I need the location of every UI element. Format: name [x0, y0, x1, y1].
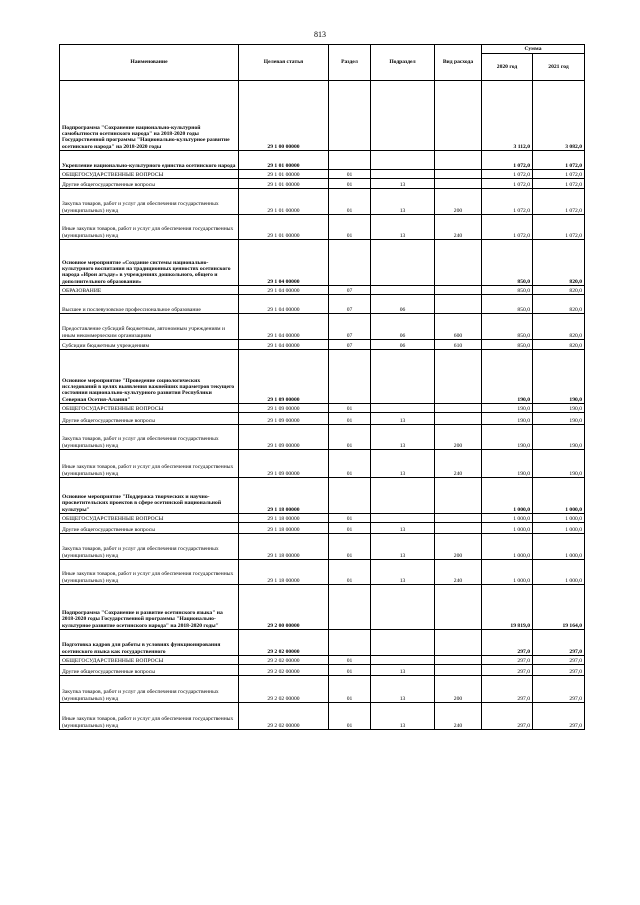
cell-sum-2020: 297,0 [482, 656, 533, 665]
cell-section: 01 [329, 560, 371, 585]
header-year-2020: 2020 год [482, 54, 533, 81]
cell-section: 01 [329, 413, 371, 425]
cell-section: 01 [329, 534, 371, 560]
cell-name: ОБЩЕГОСУДАРСТВЕННЫЕ ВОПРОСЫ [60, 170, 239, 179]
cell-sum-2020: 297,0 [482, 703, 533, 730]
cell-sum-2020: 190,0 [482, 404, 533, 413]
cell-expense-type [435, 170, 482, 179]
cell-target-article: 29 2 02 00000 [239, 630, 329, 656]
cell-name: Основное мероприятие "Поддержка творческих и научно-просветительских проектов в сфере осетинской национальной культуры" [60, 478, 239, 514]
cell-expense-type [435, 630, 482, 656]
cell-target-article: 29 2 02 00000 [239, 665, 329, 676]
cell-expense-type [435, 350, 482, 404]
cell-sum-2020: 1 000,0 [482, 534, 533, 560]
cell-name: Другие общегосударственные вопросы [60, 523, 239, 534]
cell-section: 01 [329, 170, 371, 179]
cell-name: Подпрограмма "Сохранение национально-культурной самобытности осетинского народа" на 2018-2020 годы Государственной программы "Национально-культурное развитие осетинского народа" на 2018-2020 годы [60, 81, 239, 151]
table-row [60, 295, 585, 314]
cell-expense-type: 240 [435, 215, 482, 240]
cell-sum-2021: 820,0 [533, 314, 585, 340]
table-row [60, 81, 585, 151]
cell-target-article: 29 1 09 00000 [239, 450, 329, 478]
table-row [60, 189, 585, 215]
cell-sum-2021: 820,0 [533, 240, 585, 286]
cell-sum-2020: 1 072,0 [482, 215, 533, 240]
cell-sum-2021: 297,0 [533, 703, 585, 730]
table-row [60, 151, 585, 170]
cell-target-article: 29 1 18 00000 [239, 534, 329, 560]
cell-section: 01 [329, 523, 371, 534]
cell-section [329, 81, 371, 151]
cell-section: 01 [329, 656, 371, 665]
table-row [60, 425, 585, 450]
cell-section: 01 [329, 665, 371, 676]
cell-expense-type [435, 656, 482, 665]
cell-subsection: 13 [371, 676, 435, 703]
cell-sum-2021: 1 000,0 [533, 514, 585, 523]
cell-expense-type [435, 240, 482, 286]
cell-sum-2021: 3 082,0 [533, 81, 585, 151]
cell-sum-2021: 1 072,0 [533, 189, 585, 215]
cell-section: 01 [329, 450, 371, 478]
cell-section: 07 [329, 286, 371, 295]
cell-section: 01 [329, 676, 371, 703]
cell-sum-2021: 190,0 [533, 404, 585, 413]
cell-target-article: 29 1 04 00000 [239, 286, 329, 295]
cell-section: 07 [329, 340, 371, 350]
cell-section [329, 585, 371, 630]
cell-sum-2020: 1 000,0 [482, 523, 533, 534]
cell-target-article: 29 1 01 00000 [239, 215, 329, 240]
cell-subsection [371, 585, 435, 630]
cell-sum-2021: 190,0 [533, 350, 585, 404]
cell-subsection [371, 656, 435, 665]
cell-subsection: 06 [371, 340, 435, 350]
cell-subsection: 13 [371, 523, 435, 534]
table-row [60, 286, 585, 295]
cell-section: 01 [329, 703, 371, 730]
cell-subsection: 13 [371, 215, 435, 240]
cell-sum-2020: 190,0 [482, 350, 533, 404]
cell-subsection [371, 240, 435, 286]
cell-expense-type: 610 [435, 340, 482, 350]
cell-expense-type [435, 413, 482, 425]
cell-sum-2021: 297,0 [533, 630, 585, 656]
cell-subsection [371, 151, 435, 170]
header-subsection: Подраздел [371, 45, 435, 81]
cell-expense-type [435, 286, 482, 295]
cell-expense-type [435, 81, 482, 151]
cell-sum-2021: 19 164,0 [533, 585, 585, 630]
cell-target-article: 29 1 04 00000 [239, 240, 329, 286]
cell-section [329, 240, 371, 286]
cell-sum-2020: 190,0 [482, 450, 533, 478]
cell-sum-2021: 190,0 [533, 450, 585, 478]
header-sum: Сумма [482, 45, 585, 54]
table-row [60, 560, 585, 585]
table-row [60, 215, 585, 240]
cell-subsection: 13 [371, 665, 435, 676]
table-row [60, 630, 585, 656]
table-row [60, 170, 585, 179]
cell-section: 07 [329, 314, 371, 340]
cell-expense-type [435, 585, 482, 630]
cell-target-article: 29 1 04 00000 [239, 340, 329, 350]
cell-sum-2021: 297,0 [533, 656, 585, 665]
cell-name: Предоставление субсидий бюджетным, автономным учреждениям и иным некоммерческим организациям [60, 314, 239, 340]
budget-table [59, 44, 585, 730]
cell-name: Закупка товаров, работ и услуг для обеспечения государственных (муниципальных) нужд [60, 189, 239, 215]
cell-sum-2020: 850,0 [482, 340, 533, 350]
cell-section: 01 [329, 425, 371, 450]
cell-name: Основное мероприятие «Создание системы национально-культурного воспитания на традиционных ценностях осетинского народа «Ирон агъдау» в учреждениях дошкольного, общего и дополнительного образования» [60, 240, 239, 286]
cell-sum-2021: 190,0 [533, 413, 585, 425]
cell-expense-type [435, 523, 482, 534]
cell-expense-type: 200 [435, 189, 482, 215]
cell-sum-2021: 1 072,0 [533, 170, 585, 179]
cell-sum-2021: 820,0 [533, 295, 585, 314]
cell-name: ОБЩЕГОСУДАРСТВЕННЫЕ ВОПРОСЫ [60, 514, 239, 523]
cell-sum-2021: 1 000,0 [533, 560, 585, 585]
cell-subsection [371, 478, 435, 514]
cell-target-article: 29 2 02 00000 [239, 656, 329, 665]
cell-expense-type: 200 [435, 425, 482, 450]
cell-section: 01 [329, 179, 371, 189]
cell-target-article: 29 1 18 00000 [239, 560, 329, 585]
cell-expense-type [435, 404, 482, 413]
cell-subsection [371, 350, 435, 404]
cell-sum-2020: 850,0 [482, 314, 533, 340]
table-row [60, 478, 585, 514]
cell-sum-2020: 297,0 [482, 630, 533, 656]
cell-sum-2020: 850,0 [482, 286, 533, 295]
cell-target-article: 29 1 01 00000 [239, 151, 329, 170]
cell-target-article: 29 1 04 00000 [239, 314, 329, 340]
cell-target-article: 29 1 01 00000 [239, 189, 329, 215]
cell-subsection [371, 404, 435, 413]
cell-section: 01 [329, 404, 371, 413]
cell-subsection: 13 [371, 425, 435, 450]
cell-expense-type [435, 151, 482, 170]
cell-target-article: 29 1 18 00000 [239, 514, 329, 523]
cell-sum-2020: 190,0 [482, 413, 533, 425]
cell-section [329, 350, 371, 404]
cell-name: Закупка товаров, работ и услуг для обеспечения государственных (муниципальных) нужд [60, 425, 239, 450]
cell-expense-type [435, 478, 482, 514]
table-row [60, 676, 585, 703]
table-row [60, 179, 585, 189]
table-row [60, 314, 585, 340]
cell-subsection: 06 [371, 314, 435, 340]
cell-name: Закупка товаров, работ и услуг для обеспечения государственных (муниципальных) нужд [60, 676, 239, 703]
cell-section: 07 [329, 295, 371, 314]
table-row [60, 665, 585, 676]
cell-section: 01 [329, 514, 371, 523]
cell-sum-2021: 1 072,0 [533, 151, 585, 170]
cell-sum-2020: 1 000,0 [482, 560, 533, 585]
cell-sum-2021: 1 000,0 [533, 534, 585, 560]
cell-sum-2021: 1 000,0 [533, 478, 585, 514]
header-expense-type: Вид расхода [435, 45, 482, 81]
cell-subsection: 13 [371, 560, 435, 585]
cell-target-article: 29 1 09 00000 [239, 350, 329, 404]
cell-subsection [371, 630, 435, 656]
cell-subsection: 13 [371, 189, 435, 215]
cell-sum-2020: 1 000,0 [482, 478, 533, 514]
cell-target-article: 29 1 09 00000 [239, 413, 329, 425]
header-section: Раздел [329, 45, 371, 81]
cell-expense-type [435, 514, 482, 523]
cell-expense-type: 240 [435, 560, 482, 585]
cell-sum-2021: 1 000,0 [533, 523, 585, 534]
cell-subsection [371, 170, 435, 179]
cell-name: Иные закупки товаров, работ и услуг для обеспечения государственных (муниципальных) нужд [60, 215, 239, 240]
cell-name: Иные закупки товаров, работ и услуг для обеспечения государственных (муниципальных) нужд [60, 450, 239, 478]
table-row [60, 703, 585, 730]
cell-sum-2020: 3 112,0 [482, 81, 533, 151]
cell-target-article: 29 2 02 00000 [239, 676, 329, 703]
cell-sum-2020: 190,0 [482, 425, 533, 450]
cell-sum-2021: 1 072,0 [533, 215, 585, 240]
cell-section [329, 478, 371, 514]
cell-subsection: 13 [371, 413, 435, 425]
cell-name: Подпрограмма "Сохранение и развитие осетинского языка" на 2018-2020 годы Государственной программы "Национально-культурное развитие осетинского народа" на 2018-2020 годы" [60, 585, 239, 630]
cell-expense-type: 600 [435, 314, 482, 340]
cell-target-article: 29 1 01 00000 [239, 179, 329, 189]
cell-section [329, 630, 371, 656]
page-number: 813 [314, 30, 326, 39]
cell-subsection: 13 [371, 450, 435, 478]
cell-name: Высшее и послевузовское профессиональное образование [60, 295, 239, 314]
cell-target-article: 29 1 09 00000 [239, 425, 329, 450]
cell-name: Другие общегосударственные вопросы [60, 665, 239, 676]
cell-sum-2020: 297,0 [482, 676, 533, 703]
cell-sum-2021: 190,0 [533, 425, 585, 450]
header-name: Наименование [60, 45, 239, 81]
cell-subsection: 13 [371, 179, 435, 189]
cell-expense-type: 240 [435, 450, 482, 478]
cell-sum-2021: 1 072,0 [533, 179, 585, 189]
table-row [60, 404, 585, 413]
cell-sum-2020: 19 819,0 [482, 585, 533, 630]
cell-sum-2020: 1 072,0 [482, 151, 533, 170]
cell-target-article: 29 2 02 00000 [239, 703, 329, 730]
table-row [60, 450, 585, 478]
cell-subsection: 06 [371, 295, 435, 314]
table-body [60, 81, 585, 730]
cell-sum-2020: 1 072,0 [482, 189, 533, 215]
cell-name: Другие общегосударственные вопросы [60, 413, 239, 425]
cell-expense-type [435, 179, 482, 189]
table-row [60, 514, 585, 523]
cell-target-article: 29 1 00 00000 [239, 81, 329, 151]
cell-target-article: 29 1 18 00000 [239, 523, 329, 534]
table-row [60, 656, 585, 665]
cell-name: Субсидии бюджетным учреждениям [60, 340, 239, 350]
cell-expense-type: 240 [435, 703, 482, 730]
cell-section [329, 151, 371, 170]
cell-sum-2020: 1 072,0 [482, 170, 533, 179]
cell-name: Укрепление национально-культурного единства осетинского народа [60, 151, 239, 170]
cell-sum-2020: 850,0 [482, 240, 533, 286]
table-row [60, 350, 585, 404]
cell-expense-type: 200 [435, 676, 482, 703]
cell-target-article: 29 1 01 00000 [239, 170, 329, 179]
cell-target-article: 29 2 00 00000 [239, 585, 329, 630]
cell-sum-2020: 1 072,0 [482, 179, 533, 189]
cell-expense-type: 200 [435, 534, 482, 560]
cell-name: Основное мероприятие "Проведение социологических исследований в целях выявления важнейших параметров текущего состояния национально-культурного развития Республики Северная Осетия-Алания" [60, 350, 239, 404]
table-row [60, 340, 585, 350]
cell-expense-type [435, 665, 482, 676]
header-target-article: Целевая статья [239, 45, 329, 81]
table-row [60, 585, 585, 630]
cell-sum-2021: 820,0 [533, 340, 585, 350]
cell-name: Закупка товаров, работ и услуг для обеспечения государственных (муниципальных) нужд [60, 534, 239, 560]
cell-sum-2021: 297,0 [533, 676, 585, 703]
cell-name: ОБЩЕГОСУДАРСТВЕННЫЕ ВОПРОСЫ [60, 404, 239, 413]
table-row [60, 534, 585, 560]
cell-name: Подготовка кадров для работы в условиях функционирования осетинского языка как государственного [60, 630, 239, 656]
table-row [60, 523, 585, 534]
cell-target-article: 29 1 09 00000 [239, 404, 329, 413]
cell-sum-2020: 297,0 [482, 665, 533, 676]
cell-name: Другие общегосударственные вопросы [60, 179, 239, 189]
cell-sum-2020: 850,0 [482, 295, 533, 314]
cell-sum-2021: 820,0 [533, 286, 585, 295]
cell-sum-2021: 297,0 [533, 665, 585, 676]
cell-subsection [371, 514, 435, 523]
cell-subsection: 13 [371, 534, 435, 560]
cell-name: Иные закупки товаров, работ и услуг для обеспечения государственных (муниципальных) нужд [60, 703, 239, 730]
cell-sum-2020: 1 000,0 [482, 514, 533, 523]
cell-target-article: 29 1 18 00000 [239, 478, 329, 514]
cell-target-article: 29 1 04 00000 [239, 295, 329, 314]
header-year-2021: 2021 год [533, 54, 585, 81]
cell-expense-type [435, 295, 482, 314]
cell-name: ОБЩЕГОСУДАРСТВЕННЫЕ ВОПРОСЫ [60, 656, 239, 665]
cell-subsection [371, 286, 435, 295]
cell-section: 01 [329, 189, 371, 215]
table-row [60, 413, 585, 425]
cell-section: 01 [329, 215, 371, 240]
cell-subsection [371, 81, 435, 151]
cell-name: Иные закупки товаров, работ и услуг для обеспечения государственных (муниципальных) нужд [60, 560, 239, 585]
cell-subsection: 13 [371, 703, 435, 730]
table-row [60, 240, 585, 286]
cell-name: ОБРАЗОВАНИЕ [60, 286, 239, 295]
